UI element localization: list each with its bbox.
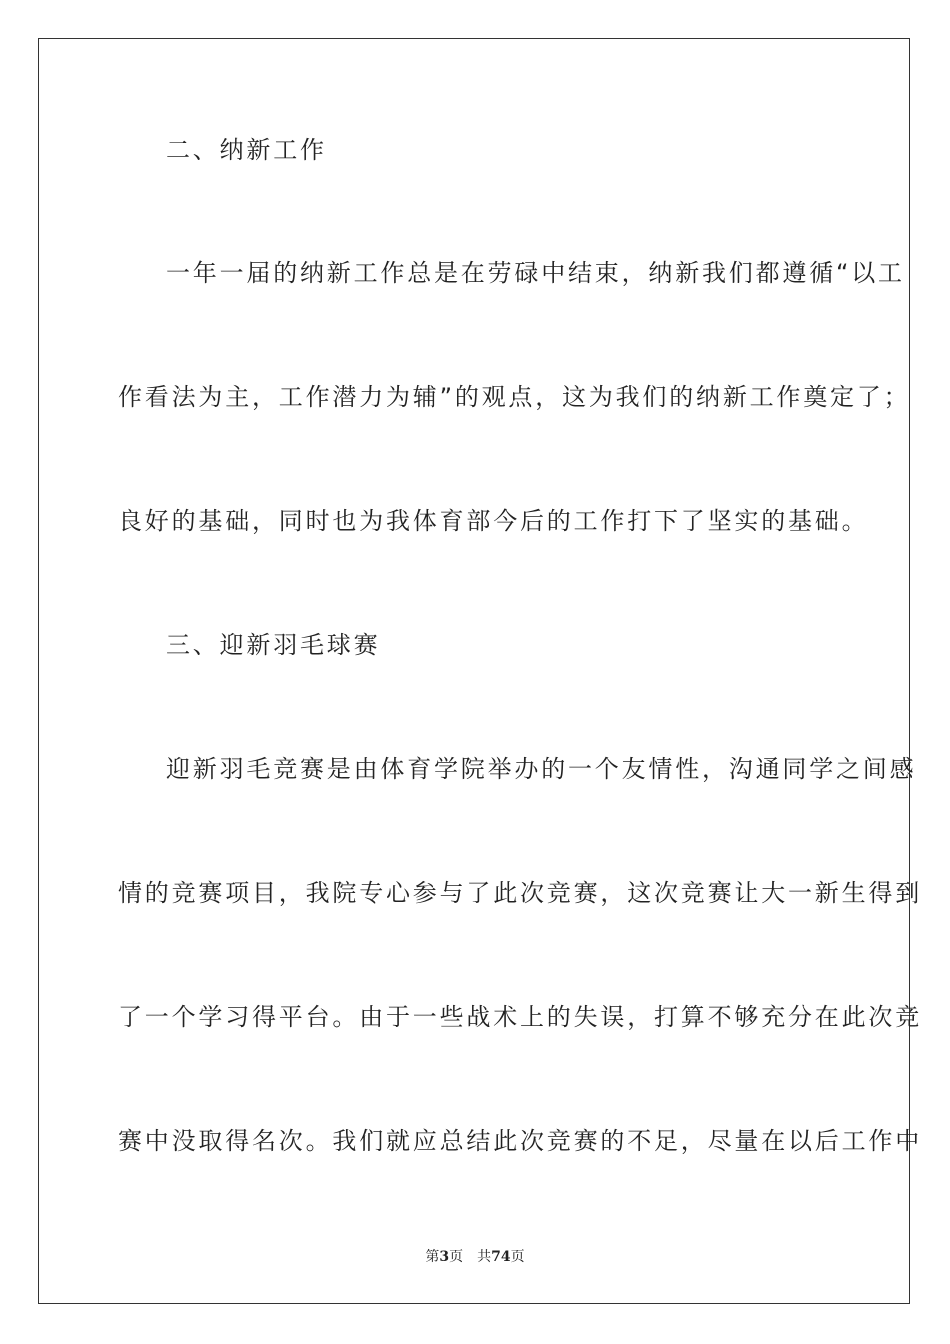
- page-prefix: 第: [425, 1249, 440, 1265]
- page-footer: [0, 1248, 950, 1266]
- paragraph-line: 了一个学习得平台。由于一些战术上的失误，打算不够充分在此次竞: [118, 1003, 922, 1031]
- total-pages: 74: [491, 1249, 511, 1265]
- total-suffix: 页: [510, 1249, 525, 1265]
- page-border: [38, 38, 922, 1304]
- paragraph-line: 情的竞赛项目，我院专心参与了此次竞赛，这次竞赛让大一新生得到: [118, 879, 922, 907]
- paragraph-line: 一年一届的纳新工作总是在劳碌中结束，纳新我们都遵循“以工: [166, 259, 905, 287]
- page-suffix: 页: [449, 1249, 464, 1265]
- page-number: 3: [439, 1249, 450, 1265]
- paragraph-line: 作看法为主，工作潜力为辅”的观点，这为我们的纳新工作奠定了；: [118, 383, 911, 411]
- paragraph-line: 赛中没取得名次。我们就应总结此次竞赛的不足，尽量在以后工作中: [118, 1127, 922, 1155]
- total-prefix: 共: [477, 1249, 492, 1265]
- paragraph-line: 良好的基础，同时也为我体育部今后的工作打下了坚实的基础。: [118, 507, 869, 535]
- paragraph-line: 迎新羽毛竞赛是由体育学院举办的一个友情性，沟通同学之间感: [166, 755, 917, 783]
- section-heading-recruitment: 二、纳新工作: [166, 136, 327, 164]
- section-heading-badminton: 三、迎新羽毛球赛: [166, 631, 381, 659]
